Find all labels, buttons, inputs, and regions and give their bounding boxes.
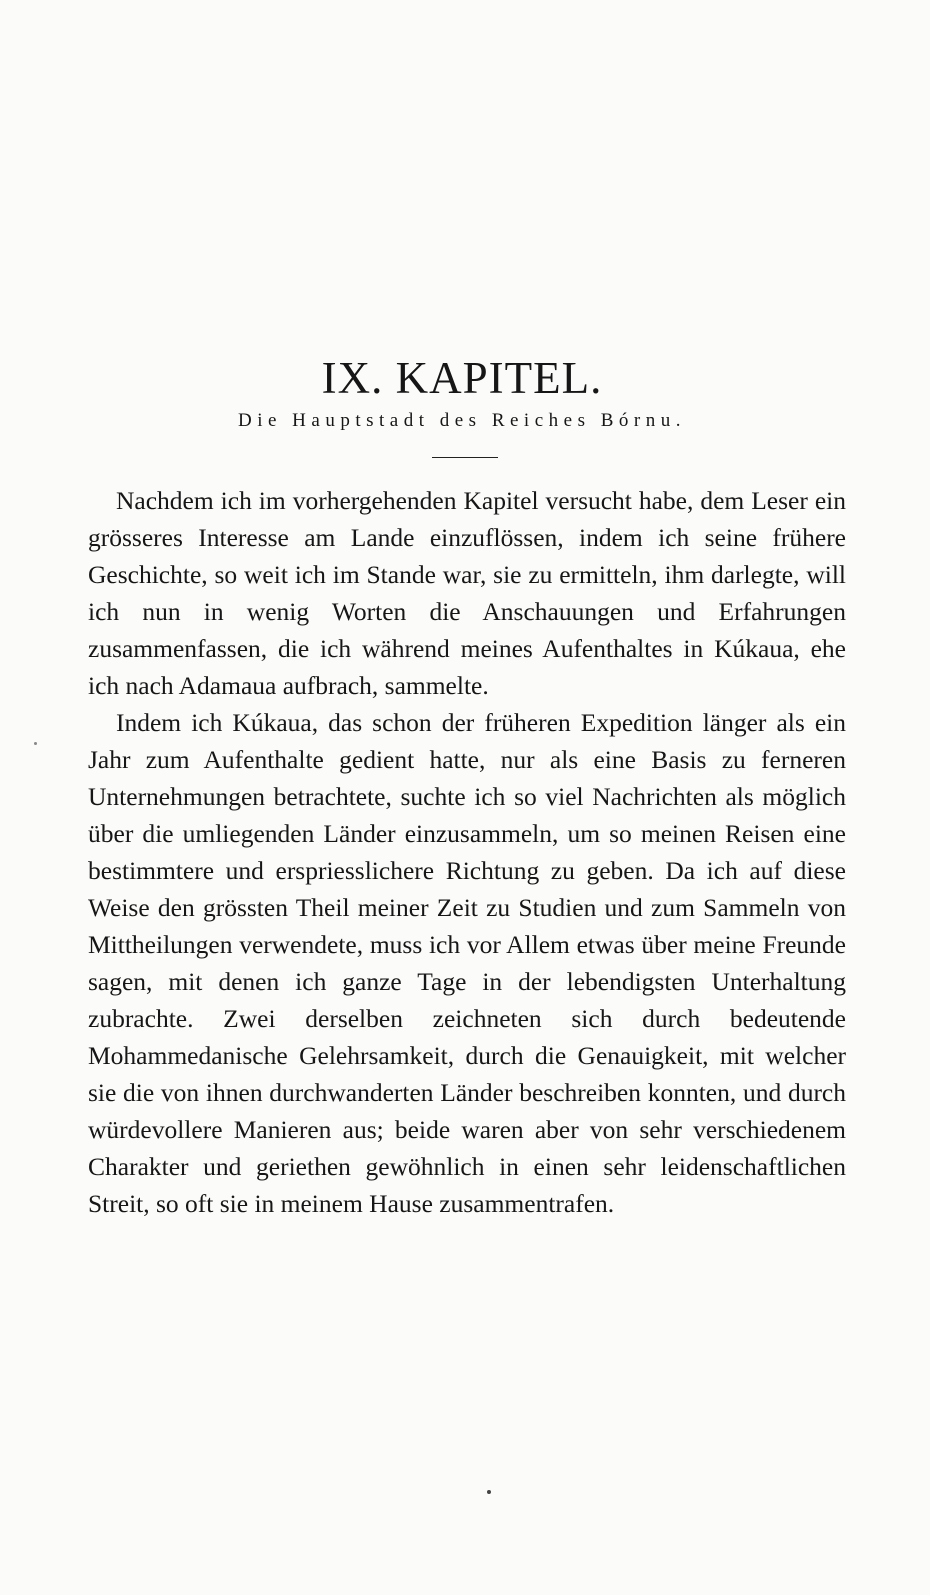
chapter-subtitle: Die Hauptstadt des Reiches Bórnu. (238, 410, 686, 431)
chapter-title: IX. KAPITEL. (321, 353, 603, 403)
paragraph-1: Nachdem ich im vorhergehenden Kapitel versucht habe, dem Leser ein grösseres Interesse am Lande einzuflössen, indem ich seine frühere Geschichte, so weit ich im Stande war, sie zu ermitteln, ihm darlegte, will ich nun in wenig Worten die Anschauungen und Erfahrungen zusammenfassen, die ich während meines Aufenthaltes in Kúkaua, ehe ich nach Adamaua aufbrach, sammelte. (88, 486, 846, 700)
section-divider (432, 457, 498, 458)
body-text (88, 482, 846, 1222)
paragraph-2: Indem ich Kúkaua, das schon der früheren Expedition länger als ein Jahr zum Aufenthalte gedient hatte, nur als eine Basis zu ferneren Unternehmungen betrachtete, suchte ich so viel Nachrichten als möglich über die umliegenden Länder einzusammeln, um so meinen Reisen eine bestimmtere und erspriesslichere Richtung zu geben. Da ich auf diese Weise den grössten Theil meiner Zeit zu Studien und zum Sammeln von Mittheilungen verwendete, muss ich vor Allem etwas über meine Freunde sagen, mit denen ich ganze Tage in der lebendigsten Unterhaltung zubrachte. Zwei derselben zeichneten sich durch bedeutende Mohammedanische Gelehrsamkeit, durch die Genauigkeit, mit welcher sie die von ihnen durchwanderten Länder beschreiben konnten, und durch würdevollere Manieren aus; beide waren aber von sehr verschiedenem Charakter und geriethen gewöhnlich in einen sehr leidenschaftlichen Streit, so oft sie in meinem Hause zusammentrafen. (88, 708, 846, 1218)
print-speck (487, 1490, 491, 1494)
print-speck (34, 742, 37, 745)
